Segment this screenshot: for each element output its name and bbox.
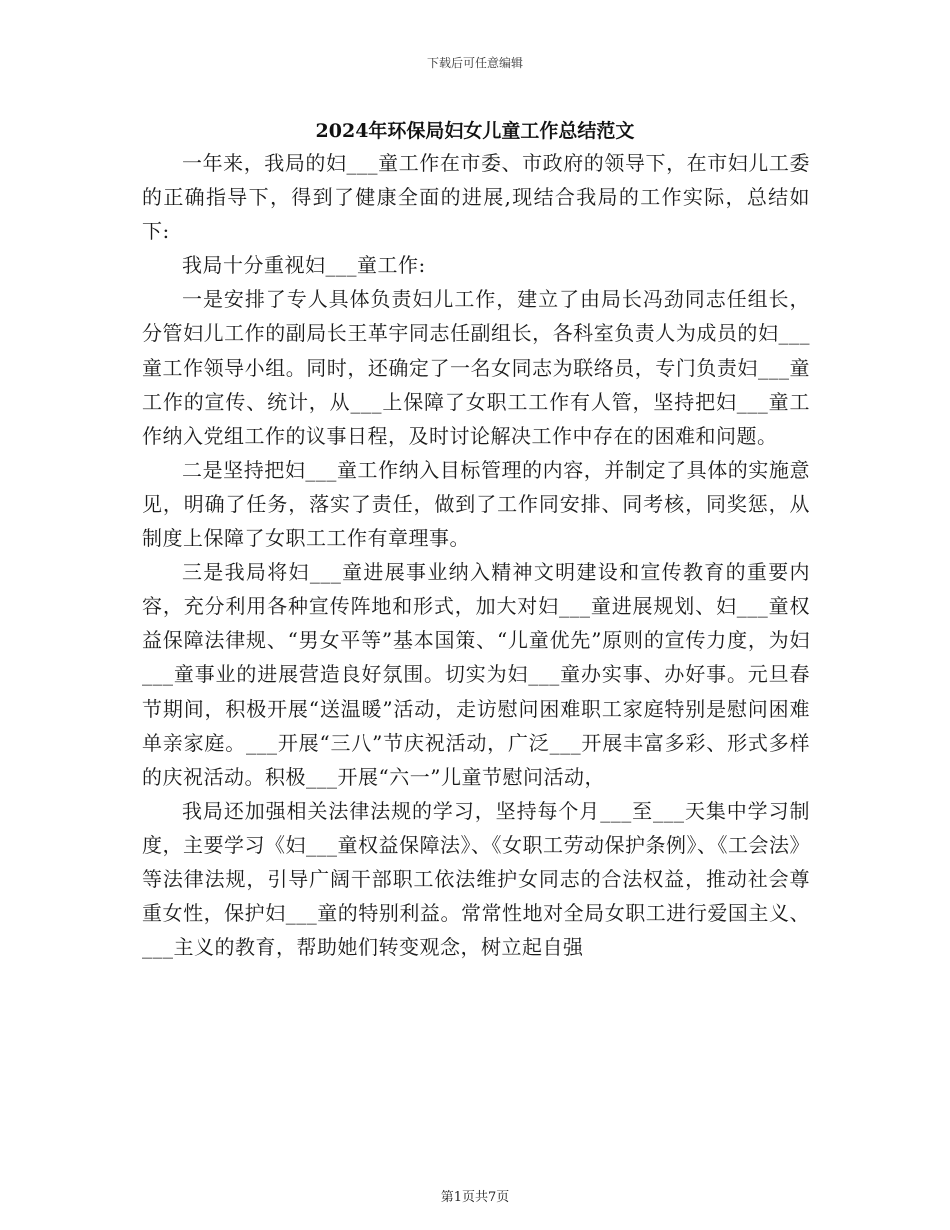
document-body — [142, 146, 810, 964]
paragraph: 三是我局将妇___童进展事业纳入精神文明建设和宣传教育的重要内容，充分利用各种宣传阵地和形式，加大对妇___童进展规划、妇___童权益保障法律规、“男女平等”基本国策、“儿童优先”原则的宣传力度，为妇___童事业的进展营造良好氛围。切实为妇___童办实事、办好事。元旦春节期间，积极开展“送温暖”活动，走访慰问困难职工家庭特别是慰问困难单亲家庭。___开展“三八”节庆祝活动，广泛___开展丰富多彩、形式多样的庆祝活动。积极___开展“六一”儿童节慰问活动， — [142, 560, 810, 789]
page-number-footer: 第1页共7页 — [440, 1190, 510, 1205]
paragraph: 二是坚持把妇___童工作纳入目标管理的内容，并制定了具体的实施意见，明确了任务，落实了责任，做到了工作同安排、同考核，同奖惩，从制度上保障了女职工工作有章理事。 — [142, 457, 810, 551]
paragraph: 一年来，我局的妇___童工作在市委、市政府的领导下，在市妇儿工委的正确指导下，得到了健康全面的进展,现结合我局的工作实际，总结如下: — [142, 151, 810, 244]
header-note: 下载后可任意编辑 — [426, 56, 523, 70]
paragraph: 我局还加强相关法律法规的学习，坚持每个月___至___天集中学习制度，主要学习《妇___童权益保障法》、《女职工劳动保护条例》、《工会法》等法律法规，引导广阔干部职工依法维护女同志的合法权益，推动社会尊重女性，保护妇___童的特别利益。常常性地对全局女职工进行爱国主义、___主义的教育，帮助她们转变观念，树立起自强 — [142, 798, 810, 960]
document-title: 2024年环保局妇女儿童工作总结范文 — [315, 120, 635, 142]
paragraph: 我局十分重视妇___童工作: — [182, 253, 426, 278]
paragraph: 一是安排了专人具体负责妇儿工作，建立了由局长冯劲同志任组长，分管妇儿工作的副局长王革宇同志任副组长，各科室负责人为成员的妇___童工作领导小组。同时，还确定了一名女同志为联络员，专门负责妇___童工作的宣传、统计，从___上保障了女职工工作有人管，坚持把妇___童工作纳入党组工作的议事日程，及时讨论解决工作中存在的困难和问题。 — [142, 287, 810, 448]
